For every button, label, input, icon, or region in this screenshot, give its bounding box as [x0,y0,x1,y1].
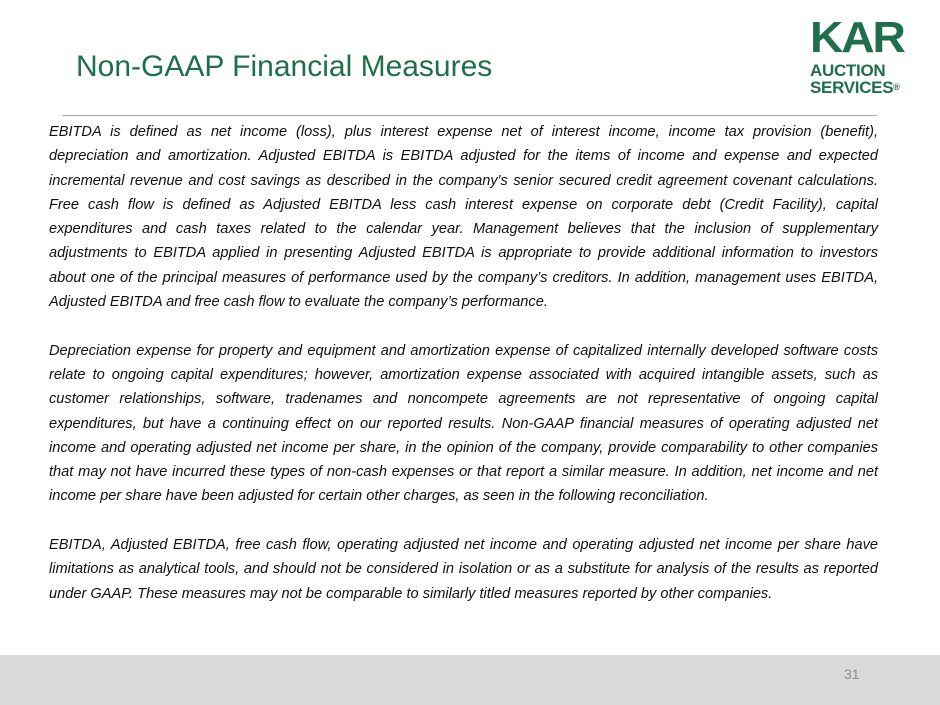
logo-registered: ® [893,82,900,92]
logo-brand: KAR [810,13,904,62]
kar-auction-services-logo [810,13,910,97]
body-text [49,120,878,606]
logo-line2 [810,79,910,96]
title-divider [63,115,877,116]
footer-bar [0,655,940,705]
paragraph-limitations: EBITDA, Adjusted EBITDA, free cash flow, operating adjusted net income and operating adjusted net income per share have limitations as analytical tools, and should not be considered in isolation or as a substitute for analysis of the results as reported under GAAP. These measures may not be comparable to similarly titled measures reported by other companies. [49,537,878,602]
logo-line2-text: SERVICES [810,78,894,97]
paragraph-ebitda-definition: EBITDA is defined as net income (loss), plus interest expense net of interest income, income tax provision (benefit), depreciation and amortization. Adjusted EBITDA is EBITDA adjusted for the items of income and expense and expected incremental revenue and cost savings as described in the company's senior secured credit agreement covenant calculations. Free cash flow is defined as Adjusted EBITDA less cash interest expense on corporate debt (Credit Facility), capital expenditures and cash taxes related to the calendar year. Management believes that the inclusion of supplementary adjustments to EBITDA applied in presenting Adjusted EBITDA is appropriate to provide additional information to investors about one of the principal measures of performance used by the company’s creditors. In addition, management uses EBITDA, Adjusted EBITDA and free cash flow to evaluate the company’s performance. [49,124,878,311]
slide-title: Non-GAAP Financial Measures [76,50,493,83]
paragraph-depreciation: Depreciation expense for property and equipment and amortization expense of capitalized internally developed software costs relate to ongoing capital expenditures; however, amortization expense associated with acquired intangible assets, such as customer relationships, software, tradenames and noncompete agreements are not representative of ongoing capital expenditures, but have a continuing effect on our reported results. Non-GAAP financial measures of operating adjusted net income and operating adjusted net income per share, in the opinion of the company, provide comparability to other companies that may not have incurred these types of non-cash expenses or that report a similar measure. In addition, net income and net income per share have been adjusted for certain other charges, as seen in the following reconciliation. [49,342,878,505]
page-number: 31 [844,666,860,682]
logo-line1: AUCTION [810,61,886,80]
